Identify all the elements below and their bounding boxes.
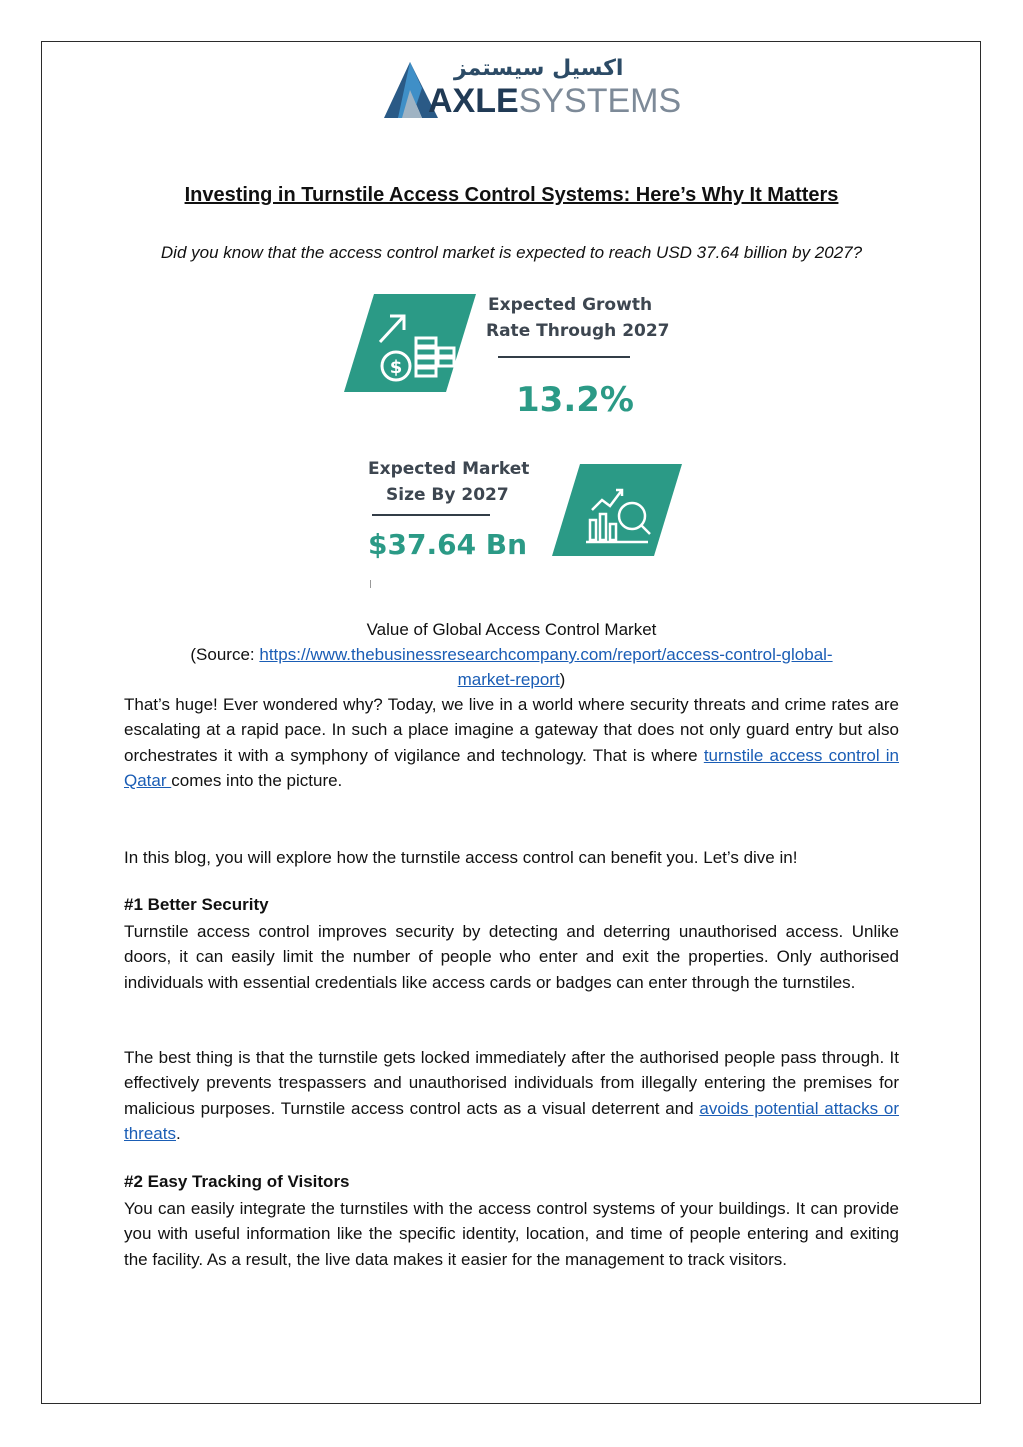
figure-source-line1 (100, 642, 923, 667)
potential-attacks-link[interactable]: avoids potential attacks or threats (124, 1098, 899, 1143)
source-link[interactable]: https://www.thebusinessresearchcompany.com/report/access-control-global- (259, 645, 833, 664)
section1-paragraph2-text: The best thing is that the turnstile gets locked immediately after the authorised people pass through. It effectively prevents trespassers and unauthorised individuals from illegally entering the premises for malicious purposes. Turnstile access control acts as a visual deterrent and (124, 1048, 899, 1118)
section1-paragraph2 (124, 1045, 899, 1146)
section1-paragraph1: Turnstile access control improves security by detecting and deterring unauthorised access. Unlike doors, it can easily limit the number of people who enter and exit the properties. Only authorised individuals with essential credentials like access cards or badges can enter through the turnstiles. (124, 922, 899, 992)
section2-paragraph1: You can easily integrate the turnstiles with the access control systems of your buildings. It can provide you with useful information like the specific identity, location, and time of people entering and exiting the facility. As a result, the live data makes it easier for the management to track visitors. (124, 1199, 899, 1269)
source-prefix: (Source: (190, 645, 260, 664)
market-infographic (340, 284, 690, 594)
paragraph-blog-overview: In this blog, you will explore how the turnstile access control can benefit you. Let’s dive in! (124, 848, 798, 867)
market-value: $37.64 Bn (368, 528, 528, 561)
figure-caption: Value of Global Access Control Market (366, 620, 657, 639)
logo-wordmark (428, 82, 681, 121)
page-title: Investing in Turnstile Access Control Systems: Here’s Why It Matters (184, 184, 839, 206)
growth-label-line1: Expected Growth (488, 295, 653, 315)
axle-systems-logo (382, 56, 682, 124)
section-heading-better-security: #1 Better Security (124, 895, 269, 914)
paragraph-intro (124, 692, 899, 793)
source-suffix: ) (559, 670, 566, 689)
growth-panel (344, 294, 476, 392)
intro-question: Did you know that the access control market is expected to reach USD 37.64 billion by 2027? (160, 243, 863, 262)
logo-arabic-text: اكسيل سيستمز (454, 56, 624, 81)
logo-brand-bold: AXLE (428, 82, 519, 120)
section-heading-tracking-visitors: #2 Easy Tracking of Visitors (124, 1172, 350, 1191)
svg-text:$: $ (389, 357, 403, 378)
growth-divider (498, 356, 630, 358)
paragraph-intro-text-end: comes into the picture. (171, 770, 343, 790)
turnstile-qatar-link[interactable]: turnstile access control in Qatar (124, 745, 899, 790)
section1-paragraph2-end: . (175, 1123, 181, 1143)
growth-label-line2: Rate Through 2027 (486, 321, 670, 341)
market-divider (372, 514, 490, 516)
logo-brand-light: SYSTEMS (518, 82, 682, 120)
market-label-line2: Size By 2027 (386, 485, 509, 505)
paragraph-intro-text: That’s huge! Ever wondered why? Today, we live in a world where security threats and crime rates are escalating at a rapid pace. In such a place imagine a gateway that does not only guard entry but also orchestrates it with a symphony of vigilance and technology. That is where (124, 695, 899, 765)
source-link-continued[interactable]: market-report (457, 670, 560, 689)
figure-source-line2 (100, 667, 923, 692)
infographic-mark (370, 580, 371, 588)
market-label-line1: Expected Market (368, 459, 530, 479)
growth-value: 13.2% (516, 380, 634, 420)
market-panel (552, 464, 682, 556)
